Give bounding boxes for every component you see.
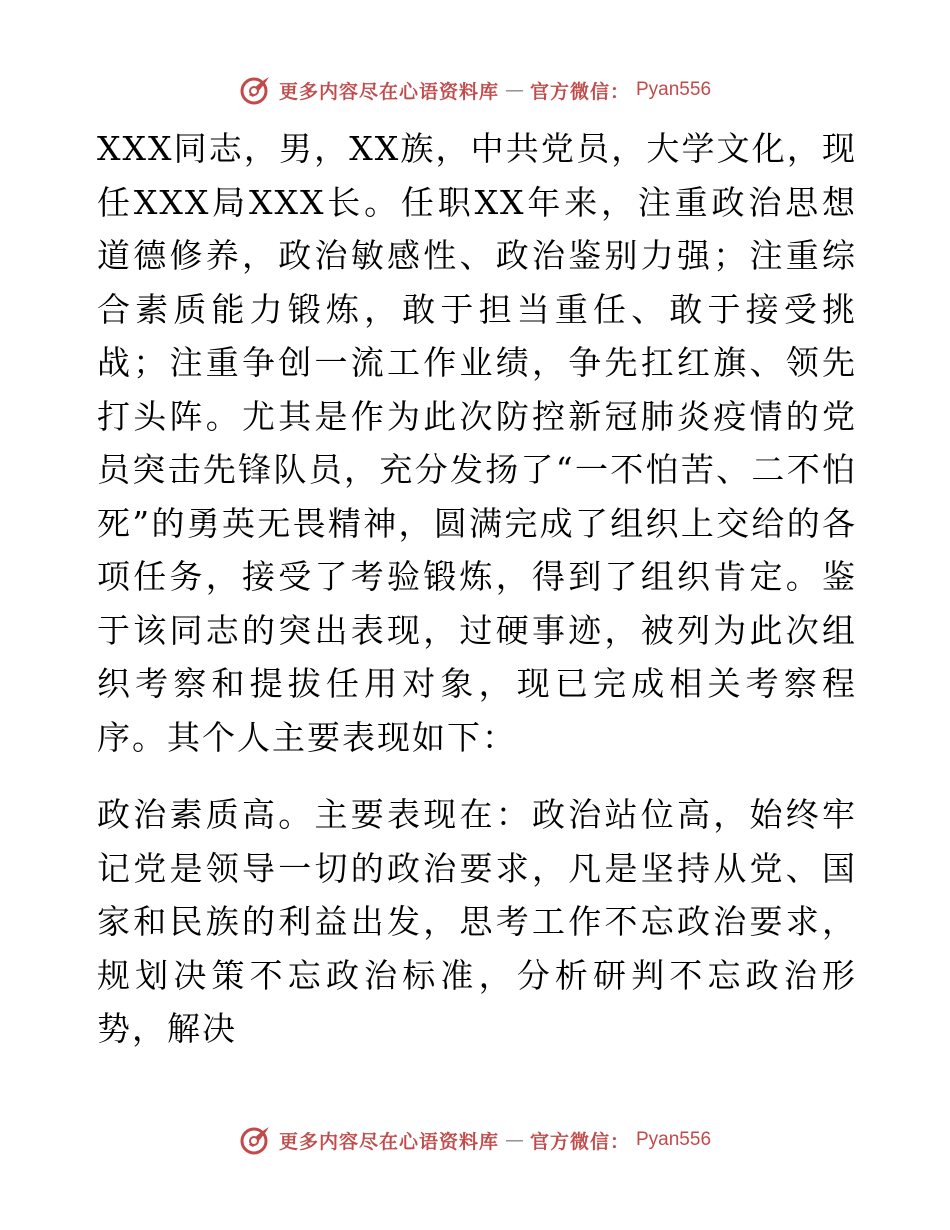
watermark-contact: 官方微信： <box>529 80 630 103</box>
watermark-separator: — <box>504 1129 524 1151</box>
watermark-text: 更多内容尽在心语资料库 <box>278 1130 499 1153</box>
header-watermark <box>0 70 950 110</box>
paragraph-political-quality: 政治素质高。主要表现在：政治站位高，始终牢记党是领导一切的政治要求，凡是坚持从党、国家和民族的利益出发，思考工作不忘政治要求，规划决策不忘政治标准，分析研判不忘政治形势，解决 <box>97 795 857 1048</box>
watermark-separator: — <box>504 79 524 101</box>
quill-logo-icon <box>239 73 273 107</box>
watermark-id: Pyan556 <box>636 79 712 100</box>
watermark-id: Pyan556 <box>636 1129 712 1150</box>
footer-watermark <box>0 1120 950 1160</box>
watermark-text: 更多内容尽在心语资料库 <box>278 80 499 103</box>
paragraph-intro: XXX同志，男，XX族，中共党员，大学文化，现任XXX局XXX长。任职XX年来，注重政治思想道德修养，政治敏感性、政治鉴别力强；注重综合素质能力锻炼，敢于担当重任、敢于接受挑战；注重争创一流工作业绩，争先扛红旗、领先打头阵。尤其是作为此次防控新冠肺炎疫情的党员突击先锋队员，充分发扬了“一不怕苦、二不怕死”的勇英无畏精神，圆满完成了组织上交给的各项任务，接受了考验锻炼，得到了组织肯定。鉴于该同志的突出表现，过硬事迹，被列为此次组织考察和提拔任用对象，现已完成相关考察程序。其个人主要表现如下： <box>97 129 857 757</box>
quill-logo-icon <box>239 1123 273 1157</box>
watermark-contact: 官方微信： <box>529 1130 630 1153</box>
document-body <box>97 122 857 1056</box>
